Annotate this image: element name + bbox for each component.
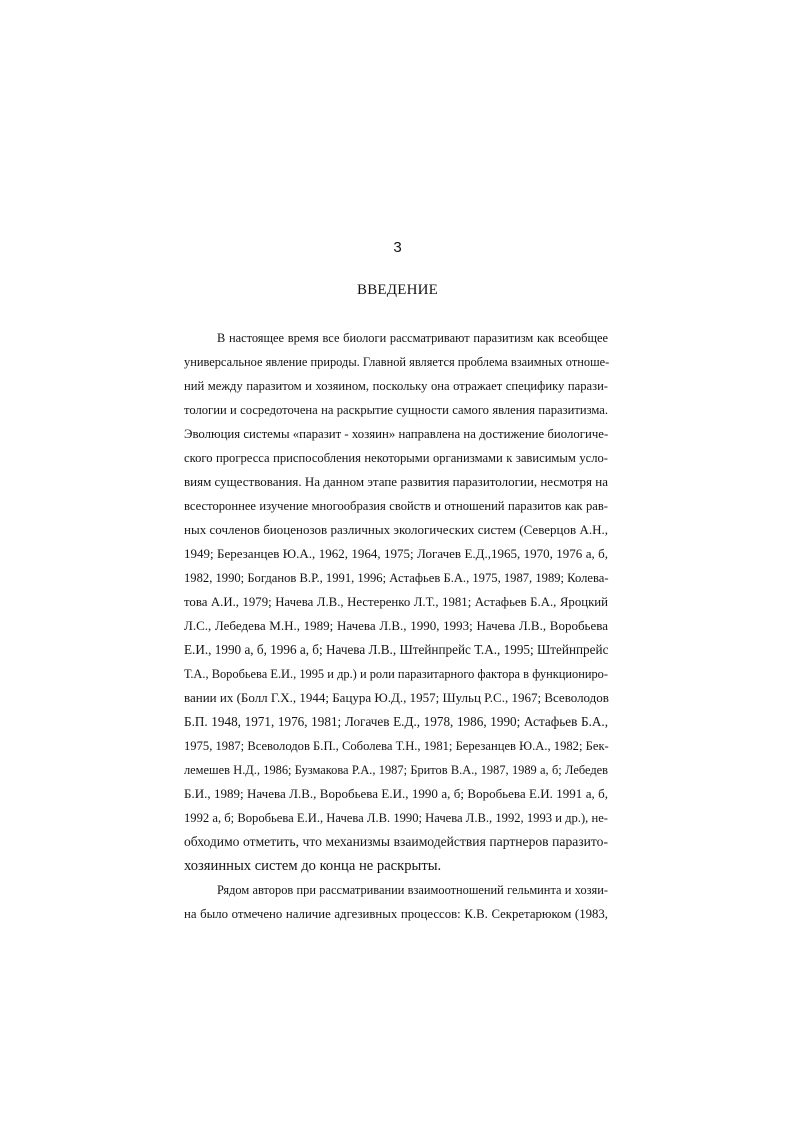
- text-line: В настоящее время все биологи рассматривают паразитизм как всеобщее: [217, 331, 608, 345]
- text-line: лемешев Н.Д., 1986; Бузмакова Р.А., 1987; Бритов В.А., 1987, 1989 а, б; Лебедев: [184, 763, 608, 777]
- text-line: Т.А., Воробьева Е.И., 1995 и др.) и роли паразитарного фактора в функциониро-: [184, 667, 608, 681]
- text-line: виям существования. На данном этапе развития паразитологии, несмотря на: [184, 474, 609, 489]
- text-line: ний между паразитом и хозяином, поскольку она отражает специфику парази-: [184, 379, 608, 393]
- text-line: Эволюция системы «паразит - хозяин» направлена на достижение биологиче-: [184, 427, 609, 441]
- text-line: ского прогресса приспособления некоторыми организмами к зависимым усло-: [184, 451, 608, 465]
- text-line: Рядом авторов при рассматривании взаимоотношений гельминта и хозяи-: [217, 883, 608, 897]
- text-line: хозяинных систем до конца не раскрыты.: [184, 858, 442, 874]
- text-line: всестороннее изучение многообразия свойств и отношений паразитов как рав-: [184, 499, 608, 513]
- section-heading: ВВЕДЕНИЕ: [357, 282, 438, 298]
- text-line: 1949; Березанцев Ю.А., 1962, 1964, 1975; Логачев Е.Д.,1965, 1970, 1976 а, б,: [184, 546, 608, 561]
- text-line: тологии и сосредоточена на раскрытие сущности самого явления паразитизма.: [184, 403, 608, 417]
- text-line: Е.И., 1990 а, б, 1996 а, б; Начева Л.В., Штейнпрейс Т.А., 1995; Штейнпрейс: [184, 642, 609, 657]
- text-line: обходимо отметить, что механизмы взаимодействия партнеров паразито-: [184, 834, 608, 849]
- text-line: ных сочленов биоценозов различных экологических систем (Северцов А.Н.,: [184, 522, 608, 537]
- text-line: това А.И., 1979; Начева Л.В., Нестеренко Л.Т., 1981; Астафьев Б.А., Яроцкий: [184, 595, 608, 609]
- text-line: 1982, 1990; Богданов В.Р., 1991, 1996; Астафьев Б.А., 1975, 1987, 1989; Колева-: [184, 571, 609, 585]
- text-line: Б.П. 1948, 1971, 1976, 1981; Логачев Е.Д., 1978, 1986, 1990; Астафьев Б.А.,: [184, 714, 608, 729]
- text-line: Л.С., Лебедева М.Н., 1989; Начева Л.В., 1990, 1993; Начева Л.В., Воробьева: [184, 618, 608, 633]
- text-line: на было отмечено наличие адгезивных процессов: К.В. Секретарюком (1983,: [184, 907, 608, 921]
- text-line: Б.И., 1989; Начева Л.В., Воробьева Е.И., 1990 а, б; Воробьева Е.И. 1991 а, б,: [184, 786, 608, 801]
- text-line: 1992 а, б; Воробьева Е.И., Начева Л.В. 1990; Начева Л.В., 1992, 1993 и др.), не-: [184, 811, 608, 825]
- text-line: универсальное явление природы. Главной является проблема взаимных отноше-: [184, 355, 610, 369]
- page-number: 3: [393, 239, 402, 256]
- text-line: 1975, 1987; Всеволодов Б.П., Соболева Т.Н., 1981; Березанцев Ю.А., 1982; Бек-: [184, 739, 609, 753]
- text-line: вании их (Болл Г.Х., 1944; Бацура Ю.Д., 1957; Шульц Р.С., 1967; Всеволодов: [184, 690, 609, 705]
